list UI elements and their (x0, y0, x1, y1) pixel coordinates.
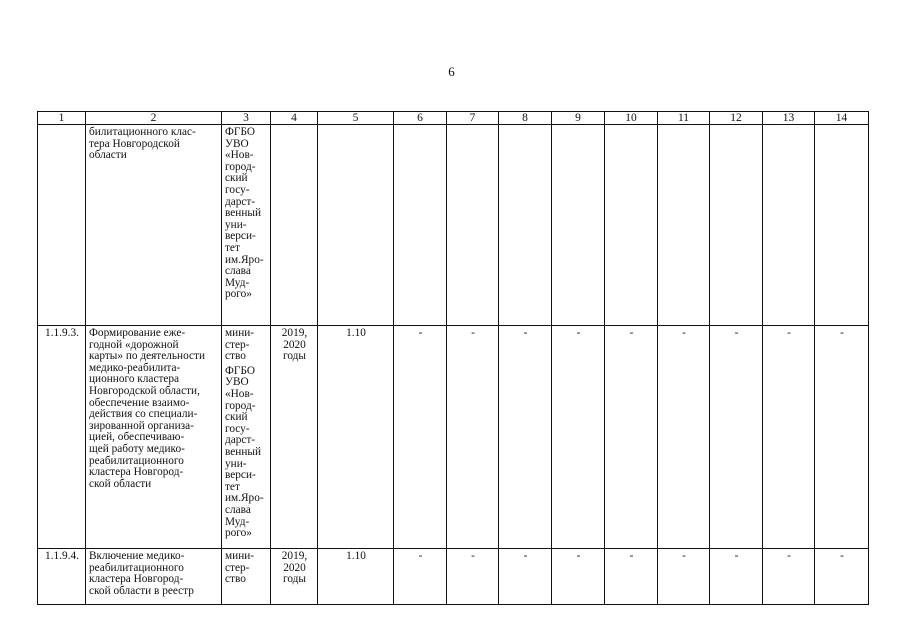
table-row (38, 125, 869, 326)
table-header-row (38, 112, 869, 125)
years-cell (271, 326, 318, 549)
activity-text: билитационного клас- тера Новгородской области (89, 126, 196, 162)
plan-table (37, 111, 869, 605)
column-header: 14 (815, 112, 869, 125)
value-cell (447, 125, 499, 326)
value-cell (499, 125, 552, 326)
value-cell: - (763, 326, 815, 549)
value-cell: - (658, 326, 710, 549)
value-cell: - (552, 549, 605, 605)
years-cell (271, 549, 318, 605)
table-row (38, 549, 869, 605)
value-cell (394, 125, 447, 326)
column-header: 11 (658, 112, 710, 125)
activity-text: Включение медико- реабилитационного кластера Новгород- ской области в реестр (89, 550, 194, 597)
value-cell: - (394, 549, 447, 605)
value-cell: - (499, 326, 552, 549)
value-cell: - (552, 326, 605, 549)
value-cell: - (605, 549, 658, 605)
column-header: 4 (271, 112, 318, 125)
value-cell: - (658, 549, 710, 605)
column-header: 3 (222, 112, 271, 125)
column-header: 1 (38, 112, 86, 125)
column-header: 5 (318, 112, 394, 125)
years-text: 2019, 2020 годы (281, 327, 308, 363)
column-header: 8 (499, 112, 552, 125)
row-number: 1.1.9.3. (38, 326, 86, 549)
column-header: 10 (605, 112, 658, 125)
value-cell (710, 125, 763, 326)
indicator-code: 1.10 (318, 549, 394, 605)
value-cell: - (447, 326, 499, 549)
value-cell: - (815, 549, 869, 605)
executor-ministry: мини- стер- ство (225, 327, 255, 363)
value-cell: - (499, 549, 552, 605)
executor-university: ФГБО УВО «Нов- город- ский госу- дарст- венный уни- верси- тет им.Яро- слава Муд- рого» (225, 364, 264, 540)
column-header: 6 (394, 112, 447, 125)
row-number (38, 125, 86, 326)
indicator-code: 1.10 (318, 326, 394, 549)
value-cell: - (710, 326, 763, 549)
years-text: 2019, 2020 годы (281, 550, 308, 586)
value-cell: - (815, 326, 869, 549)
column-header: 7 (447, 112, 499, 125)
value-cell (763, 125, 815, 326)
activity-text: Формирование еже- годной «дорожной карты» по деятельности медико-реабилита- ционного кластера Новгородской области, обеспечение взаимо- действия со специали- зированной организа- цией, обеспечиваю- щей работу медико- реабилитационного кластера Новгород- ской области (89, 327, 206, 490)
page-number: 6 (448, 64, 455, 79)
value-cell: - (447, 549, 499, 605)
column-header: 13 (763, 112, 815, 125)
table-row (38, 326, 869, 549)
column-header: 12 (710, 112, 763, 125)
executors-cell (222, 125, 271, 326)
column-header: 2 (86, 112, 222, 125)
activity-description (86, 549, 222, 605)
row-number: 1.1.9.4. (38, 549, 86, 605)
executors-cell (222, 549, 271, 605)
executor-university: ФГБО УВО «Нов- город- ский госу- дарст- венный уни- верси- тет им.Яро- слава Муд- рого» (225, 126, 264, 301)
value-cell (605, 125, 658, 326)
column-header: 9 (552, 112, 605, 125)
value-cell (658, 125, 710, 326)
indicator-code (318, 125, 394, 326)
value-cell: - (605, 326, 658, 549)
value-cell: - (763, 549, 815, 605)
activity-description (86, 326, 222, 549)
activity-description (86, 125, 222, 326)
value-cell: - (710, 549, 763, 605)
value-cell (552, 125, 605, 326)
years-cell (271, 125, 318, 326)
executor-ministry: мини- стер- ство (225, 550, 255, 586)
executors-cell (222, 326, 271, 549)
value-cell: - (394, 326, 447, 549)
value-cell (815, 125, 869, 326)
